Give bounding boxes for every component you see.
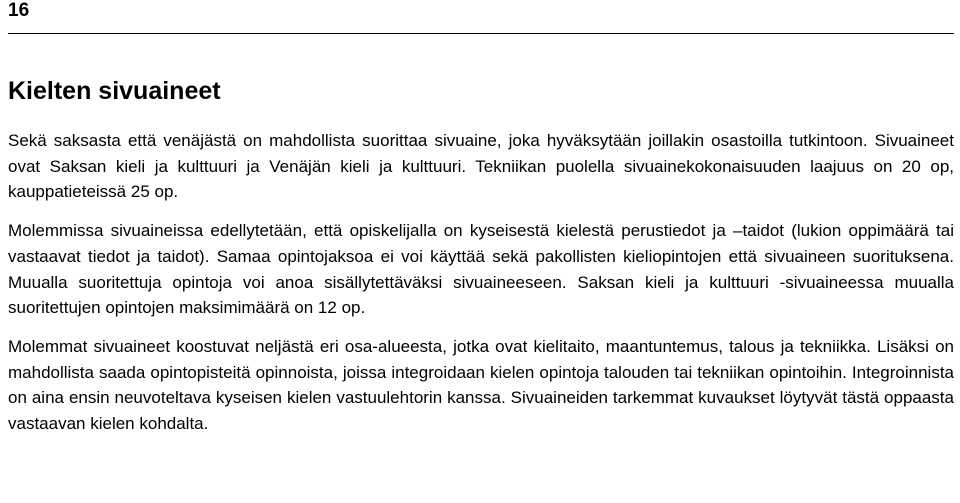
header-divider: [8, 33, 954, 34]
section-heading: Kielten sivuaineet: [8, 77, 221, 105]
document-page: [8, 0, 954, 437]
paragraph-structure: Molemmat sivuaineet koostuvat neljästä eri osa-alueesta, jotka ovat kielitaito, maantuntemus, talous ja tekniikka. Lisäksi on mahdollista saada opintopisteitä opinnoista, joissa integroidaan kielen opintoja talouden tai tekniikan opintoihin. Integroinnista on aina ensin neuvoteltava kyseisen kielen vastuulehtorin kanssa. Sivuaineiden tarkemmat kuvaukset löytyvät tästä oppaasta vastaavan kielen kohdalta.: [8, 336, 954, 434]
page-number: 16: [8, 0, 30, 21]
paragraph-intro: Sekä saksasta että venäjästä on mahdollista suorittaa sivuaine, joka hyväksytään joillakin osastoilla tutkintoon. Sivuaineet ovat Saksan kieli ja kulttuuri ja Venäjän kieli ja kulttuuri. Tekniikan puolella sivuainekokonaisuuden laajuus on 20 op, kauppatieteissä 25 op.: [8, 131, 954, 202]
paragraph-requirements: Molemmissa sivuaineissa edellytetään, että opiskelijalla on kyseisestä kielestä perustiedot ja –taidot (lukion oppimäärä tai vastaavat tiedot ja taidot). Samaa opintojaksoa ei voi käyttää sekä pakollisten kieliopintojen että sivuaineen suorituksena. Muualla suoritettuja opintoja voi anoa sisällytettäväksi sivuaineeseen. Saksan kieli ja kulttuuri -sivuaineessa muualla suoritettujen opintojen maksimimäärä on 12 op.: [8, 221, 954, 318]
